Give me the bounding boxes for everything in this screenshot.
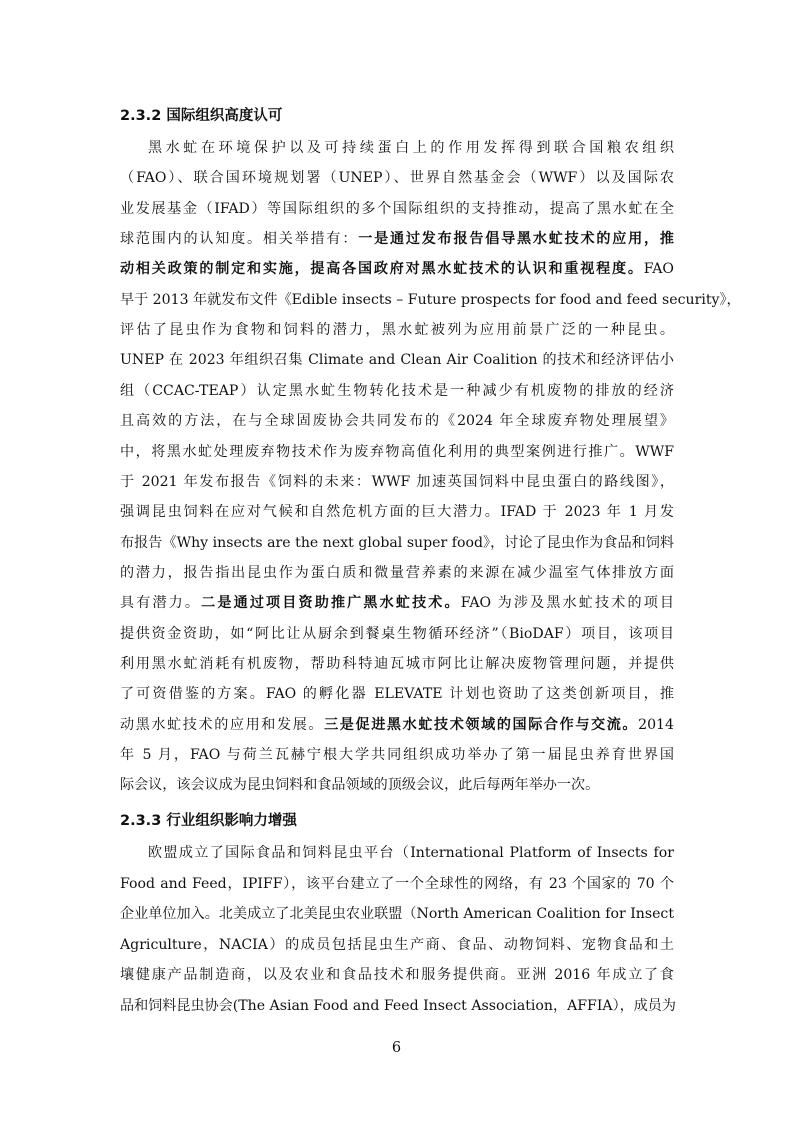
text-line xyxy=(120,775,674,795)
text-segment: 年 5 月，FAO 与荷兰瓦赫宁根大学共同组织成功举办了第一届昆虫养育世界国 xyxy=(120,747,674,763)
text-segment: 评估了昆虫作为食物和饲料的潜力，黑水虻被列为应用前景广泛的一种昆虫。 xyxy=(120,322,674,339)
text-segment: 布报告《Why insects are the next global super food》，讨论了昆虫作为食品和饲料 xyxy=(120,534,674,551)
page-number: 6 xyxy=(391,1040,402,1056)
bold-text: 动相关政策的制定和实施，提高各国政府对黑水虻技术的认识和重视程度。 xyxy=(120,261,644,278)
text-segment: 利用黑水虻消耗有机废物，帮助科特迪瓦城市阿比让解决废物管理问题，并提供 xyxy=(120,655,674,672)
text-line xyxy=(120,654,674,674)
text-line xyxy=(120,533,674,553)
text-segment: 际会议，该会议成为昆虫饲料和食品领域的顶级会议，此后每两年举办一次。 xyxy=(120,777,600,794)
text-segment: 球范围内的认知度。相关举措有： xyxy=(120,231,359,248)
text-line xyxy=(120,745,674,765)
text-segment: 品和饲料昆虫协会(The Asian Food and Feed Insect Association，AFFIA），成员为 xyxy=(120,998,676,1014)
text-line xyxy=(120,624,674,644)
text-segment: Food and Feed，IPIFF），该平台建立了一个全球性的网络，有 23 个国家的 70 个 xyxy=(120,875,674,892)
text-line xyxy=(120,715,674,735)
text-segment: 具有潜力。 xyxy=(120,595,202,612)
text-segment: FAO xyxy=(643,261,674,278)
text-line xyxy=(120,502,674,522)
text-line xyxy=(120,904,674,924)
text-line xyxy=(148,843,674,863)
text-segment: 强调昆虫饲料在应对气候和自然危机方面的巨大潜力。IFAD 于 2023 年 1 月发 xyxy=(120,504,674,521)
text-line xyxy=(148,138,674,158)
text-line xyxy=(120,350,674,370)
text-line xyxy=(120,935,674,955)
text-line xyxy=(120,411,674,431)
text-segment: 的潜力，报告指出昆虫作为蛋白质和微量营养素的来源在减少温室气体排放方面 xyxy=(120,564,674,581)
text-segment: UNEP 在 2023 年组织召集 Climate and Clean Air Coalition 的技术和经济评估小 xyxy=(120,352,674,369)
text-line xyxy=(120,593,674,613)
text-segment: 2014 xyxy=(638,716,674,733)
text-segment: 黑水虻在环境保护以及可持续蛋白上的作用发挥得到联合国粮农组织 xyxy=(148,140,674,156)
text-segment: 欧盟成立了国际食品和饲料昆虫平台（International Platform of Insects for xyxy=(148,845,674,861)
text-segment: 了可资借鉴的方案。FAO 的孵化器 ELEVATE 计划也资助了这类创新项目，推 xyxy=(120,686,674,703)
text-line xyxy=(120,472,674,492)
text-line xyxy=(120,563,674,583)
text-segment: 中，将黑水虻处理废弃物技术作为废弃物高值化利用的典型案例进行推广。WWF xyxy=(120,443,674,460)
text-segment: 动黑水虻技术的应用和发展。 xyxy=(120,716,325,733)
text-segment: 业发展基金（IFAD）等国际组织的多个国际组织的支持推动，提高了黑水虻在全 xyxy=(120,200,674,217)
text-line xyxy=(120,259,674,279)
text-segment: （FAO）、联合国环境规划署（UNEP）、世界自然基金会（WWF）以及国际农 xyxy=(120,170,674,187)
bold-text: 一是通过发布报告倡导黑水虻技术的应用，推 xyxy=(358,231,675,248)
text-line xyxy=(120,290,741,310)
text-segment: 早于 2013 年就发布文件《Edible insects – Future prospects for food and feed security》， xyxy=(120,291,741,308)
text-line xyxy=(120,199,674,219)
text-line xyxy=(120,965,674,985)
text-line xyxy=(120,684,674,704)
bold-text: 三是促进黑水虻技术领域的国际合作与交流。 xyxy=(324,716,639,733)
text-segment: 组（CCAC-TEAP）认定黑水虻生物转化技术是一种减少有机废物的排放的经济 xyxy=(120,382,674,399)
bold-text: 二是通过项目资助推广黑水虻技术。 xyxy=(201,595,461,612)
text-segment: 且高效的方法，在与全球固废协会共同发布的《2024 年全球废弃物处理展望》 xyxy=(120,413,674,430)
text-line xyxy=(120,229,674,249)
section-heading-2-3-3: 2.3.3 行业组织影响力增强 xyxy=(120,813,297,829)
text-segment: 壤健康产品制造商，以及农业和食品技术和服务提供商。亚洲 2016 年成立了食 xyxy=(120,967,674,984)
text-segment: 于 2021 年发布报告《饲料的未来：WWF 加速英国饲料中昆虫蛋白的路线图》， xyxy=(120,473,674,490)
text-line xyxy=(120,381,674,401)
text-segment: 提供资金资助，如“阿比让从厨余到餐桌生物循环经济”（BioDAF）项目，该项目 xyxy=(120,625,674,642)
text-segment: Agriculture，NACIA）的成员包括昆虫生产商、食品、动物饲料、宠物食品和土 xyxy=(120,936,674,953)
text-line xyxy=(120,320,674,340)
text-segment: 企业单位加入。北美成立了北美昆虫农业联盟（North American Coalition for Insect xyxy=(120,906,674,923)
text-line xyxy=(120,996,674,1016)
text-line xyxy=(120,442,674,462)
section-heading-2-3-2: 2.3.2 国际组织高度认可 xyxy=(120,108,283,124)
text-line xyxy=(120,168,674,188)
text-segment: FAO 为涉及黑水虻技术的项目 xyxy=(460,595,675,612)
text-line xyxy=(120,874,674,894)
